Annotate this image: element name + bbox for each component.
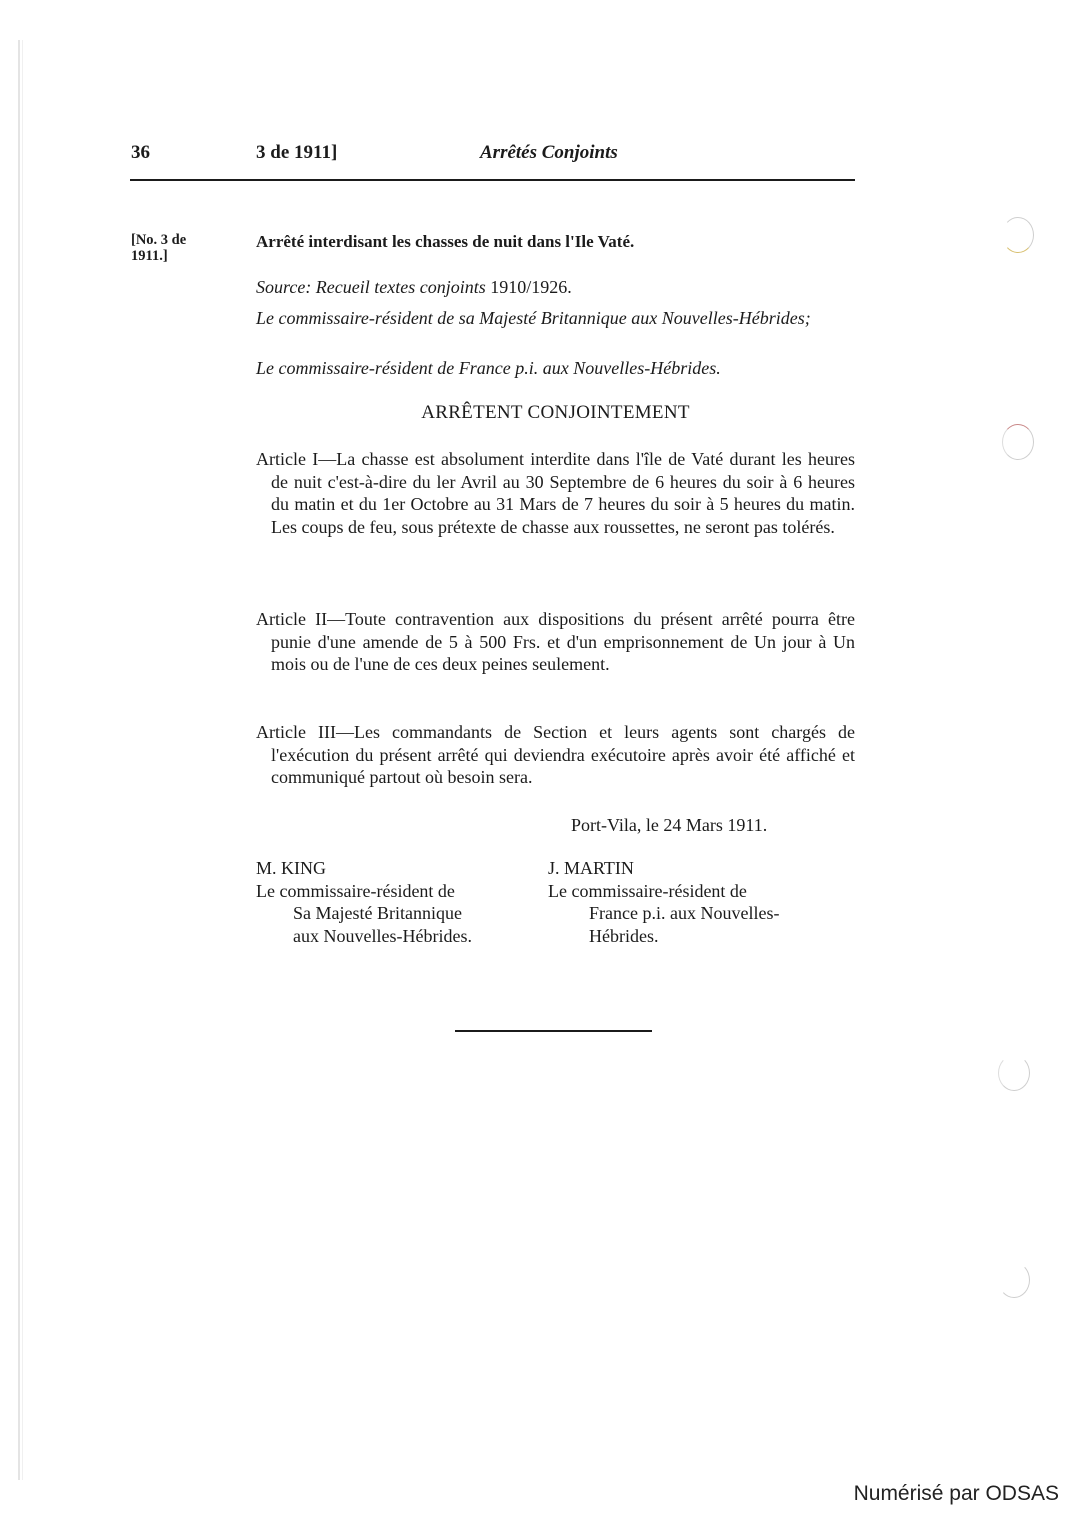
commissioner-british: Le commissaire-résident de sa Majesté Britannique aux Nouvelles-Hébrides; [256, 308, 811, 328]
decision-heading: ARRÊTENT CONJOINTEMENT [421, 402, 690, 423]
signature-block-british [256, 857, 472, 947]
signature-block-french [548, 857, 779, 947]
page-number: 36 [131, 142, 150, 163]
source-years: 1910/1926. [485, 277, 572, 297]
margin-note [131, 232, 216, 264]
digitization-footer: Numérisé par ODSAS [853, 1482, 1059, 1505]
signatory-title: Le commissaire-résident de [548, 880, 747, 901]
commissioner-french: Le commissaire-résident de France p.i. aux Nouvelles-Hébrides. [256, 358, 721, 378]
scan-edge-shadow [22, 40, 23, 1480]
article-1: Article I—La chasse est absolument interdite dans l'île de Vaté durant les heures de nuit c'est-à-dire du ler Avril au 30 Septembre de 6 heures du soir à 6 heures du matin et du 1er Octobre au 31 Mars de 7 heures du soir à 5 heures du matin. Les coups de feu, sous prétexte de chasse aux roussettes, ne seront pas tolérés. [256, 449, 855, 537]
header-reference: 3 de 1911] [256, 142, 338, 163]
header-rule [130, 179, 855, 181]
margin-note-line: 1911.] [131, 248, 168, 264]
binder-hole-icon [1002, 424, 1034, 460]
binder-hole-icon [998, 1262, 1030, 1298]
signatory-title: Hébrides. [589, 925, 659, 946]
margin-note-line: [No. 3 de [131, 232, 187, 248]
signatory-name: J. MARTIN [548, 858, 634, 878]
running-title: Arrêtés Conjoints [480, 142, 618, 163]
source-label: Source: Recueil textes conjoints [256, 277, 486, 297]
binder-hole-icon [998, 1055, 1030, 1091]
signatory-title: Le commissaire-résident de [256, 880, 455, 901]
article-2: Article II—Toute contravention aux dispositions du présent arrêté pourra être punie d'une amende de 5 à 500 Frs. et d'un emprisonnement de Un jour à Un mois ou de l'une de ces deux peines seulement. [256, 609, 855, 674]
dateline: Port-Vila, le 24 Mars 1911. [571, 815, 768, 835]
document-heading: Arrêté interdisant les chasses de nuit dans l'Ile Vaté. [256, 232, 635, 251]
end-rule [455, 1030, 652, 1032]
signatory-title: Sa Majesté Britannique [293, 903, 462, 923]
signatory-name: M. KING [256, 858, 326, 878]
source-line [256, 277, 572, 298]
scan-edge [18, 40, 20, 1480]
binder-hole-icon [1002, 217, 1034, 253]
signatory-title: aux Nouvelles-Hébrides. [293, 925, 472, 946]
article-3: Article III—Les commandants de Section et leurs agents sont chargés de l'exécution du présent arrêté qui deviendra exécutoire après avoir été affiché et communiqué partout où besoin sera. [256, 722, 855, 787]
signatory-title: France p.i. aux Nouvelles- [589, 903, 780, 923]
